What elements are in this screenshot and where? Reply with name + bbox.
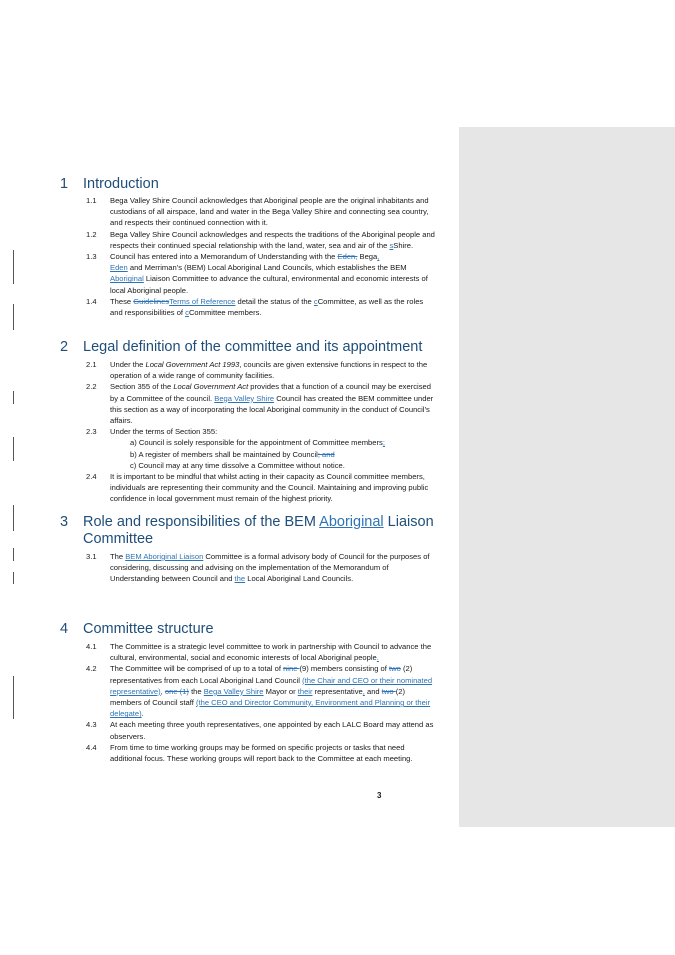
item-number: 4.2: [86, 664, 97, 674]
sub-item-text: b) A register of members shall be maintained by Council: [130, 449, 318, 459]
section-1-items: [86, 195, 436, 318]
tracked-insertion[interactable]: (the CEO and Director Community, Environment and Planning or their delegate): [110, 698, 431, 719]
tracked-insertion[interactable]: the: [234, 574, 246, 584]
item-text: , councils are given extensive functions in respect to the operation of a wide range of community facilities.: [110, 360, 428, 381]
tracked-insertion[interactable]: BEM Aboriginal Liaison: [125, 552, 204, 561]
tracked-deletion[interactable]: two: [389, 664, 401, 674]
item-text: (2) representatives from each Local Aboriginal Land Council: [110, 664, 413, 685]
item-text: provides that a function of a council may be exercised by a Committee of the council.: [110, 382, 431, 403]
item-number: 4.4: [86, 742, 97, 752]
change-bar: [13, 250, 14, 284]
tracked-insertion[interactable]: ;: [382, 438, 385, 448]
item-text: .: [141, 709, 144, 719]
item-text: and: [364, 686, 382, 696]
list-item: [86, 296, 436, 318]
list-item: [86, 742, 436, 764]
item-text: representative: [312, 686, 363, 696]
page-number: 3: [377, 791, 382, 800]
item-text: Council has entered into a Memorandum of Understanding with the: [110, 252, 338, 262]
tracked-insertion[interactable]: Terms of Reference: [169, 296, 236, 306]
section-number: 3: [60, 514, 69, 530]
act-title: Local Government Act 1993: [145, 360, 240, 369]
item-number: 4.1: [86, 642, 97, 651]
tracked-deletion[interactable]: Eden,: [337, 252, 358, 262]
section-number: 4: [60, 621, 69, 637]
item-number: 2.2: [86, 382, 97, 392]
section-title-text: Role and responsibilities of the BEM: [83, 514, 320, 530]
sub-item: [130, 437, 436, 448]
tracked-insertion[interactable]: their: [297, 686, 313, 696]
item-text: (2) members of Council staff: [110, 686, 405, 708]
sub-item: [130, 460, 436, 471]
item-text: Under the: [110, 360, 146, 369]
tracked-deletion[interactable]: ; and: [317, 449, 335, 459]
sub-item: [130, 449, 436, 460]
list-item: [86, 359, 436, 381]
item-text: detail the status of the: [235, 296, 314, 306]
tracked-deletion[interactable]: nine: [283, 664, 300, 674]
tracked-insertion[interactable]: Eden: [110, 263, 128, 273]
list-item: [86, 551, 436, 585]
item-number: 1.3: [86, 252, 97, 262]
comment-pane[interactable]: [459, 127, 675, 827]
item-text: Committee is a formal advisory body of Council for the purposes of considering, discussing and advising on the implementation of the Memorandum of Understanding between Council and: [110, 552, 430, 584]
section-title: [83, 514, 463, 548]
tracked-insertion[interactable]: Bega Valley Shire: [214, 393, 275, 403]
item-text: From time to time working groups may be formed on specific projects or tasks that need additional focus. These working groups will report back to the Committee at each meeting.: [110, 742, 413, 764]
section-title-text: Liaison Committee: [83, 514, 434, 547]
list-item: [86, 641, 436, 663]
tracked-insertion[interactable]: .: [376, 653, 379, 663]
item-text: Committee members.: [188, 308, 262, 318]
item-text: Bega Valley Shire Council acknowledges and respects the traditions of the Aboriginal people and respects their continued special relationship with the land, water, sea and air of the: [110, 229, 435, 250]
change-bar: [13, 437, 14, 461]
tracked-deletion[interactable]: one (1): [164, 686, 189, 696]
change-bar: [13, 304, 14, 330]
tracked-deletion[interactable]: Guidelines: [133, 296, 170, 306]
item-text: Liaison Committee to advance the cultural, environmental and economic interests of local Aboriginal people.: [110, 274, 428, 295]
change-bar: [13, 676, 14, 719]
change-bar: [13, 548, 14, 561]
item-text: The Committee is a strategic level committee to work in partnership with Council to advance the cultural, environmental, social and economic interests of local Aboriginal people: [110, 642, 432, 663]
list-item: [86, 381, 436, 426]
item-number: 1.1: [86, 196, 97, 205]
section-number: 1: [60, 176, 69, 192]
item-number: 1.4: [86, 296, 97, 306]
item-text: and Merriman’s (BEM) Local Aboriginal Land Councils, which establishes the BEM: [127, 263, 407, 273]
item-number: 1.2: [86, 229, 97, 239]
item-text: At each meeting three youth representatives, one appointed by each LALC Board may attend as observers.: [110, 720, 434, 741]
tracked-insertion[interactable]: Aboriginal: [110, 274, 144, 284]
item-number: 4.3: [86, 720, 97, 730]
section-title: Committee structure: [83, 621, 214, 637]
list-item: [86, 195, 436, 229]
item-text: Mayor or: [263, 686, 298, 696]
change-bar: [13, 391, 14, 404]
item-text: Shire.: [393, 240, 414, 250]
item-text: These: [110, 296, 134, 306]
item-text: (9) members consisting of: [299, 664, 389, 674]
item-text: The Committee will be comprised of up to a total of: [110, 664, 284, 674]
tracked-deletion[interactable]: two: [381, 686, 396, 696]
tracked-insertion[interactable]: Bega Valley Shire: [203, 686, 264, 696]
item-text: Council has created the BEM committee under this section as a way of incorporating the local Aboriginal community in the conduct of Council’s affairs.: [110, 393, 434, 426]
section-3-items: [86, 551, 436, 585]
item-text: It is important to be mindful that whilst acting in their capacity as Council committee members, individuals are representing their community and the Council. Maintaining and improving public confidence in local government must remain of the highest priority.: [110, 472, 429, 504]
item-text: Section 355 of the: [110, 382, 174, 392]
section-title: Introduction: [83, 176, 159, 192]
list-item: [86, 663, 436, 719]
item-text: Under the terms of Section 355:: [110, 427, 218, 437]
item-text: Bega Valley Shire Council acknowledges that Aboriginal people are the original inhabitants and custodians of all airspace, land and water in the Bega Valley Shire and connecting sea country, and respects their continued connection with it.: [110, 196, 429, 228]
tracked-insertion[interactable]: s: [389, 240, 394, 250]
item-text: ,: [160, 686, 165, 696]
tracked-insertion[interactable]: ,: [362, 686, 365, 696]
item-number: 3.1: [86, 552, 97, 561]
sub-item-text: a) Council is solely responsible for the appointment of Committee members: [130, 438, 383, 448]
item-number: 2.4: [86, 472, 97, 482]
list-item: [86, 471, 436, 505]
section-4-items: [86, 641, 436, 764]
list-item: [86, 426, 436, 471]
change-bar: [13, 572, 14, 584]
tracked-insertion[interactable]: c: [185, 308, 189, 318]
item-text: The: [110, 552, 126, 561]
item-text: Local Aboriginal Land Councils.: [245, 574, 354, 584]
item-text: the: [188, 686, 204, 696]
list-item: [86, 229, 436, 251]
change-bar: [13, 505, 14, 531]
tracked-insertion[interactable]: (the Chair and CEO or their nominated representative): [110, 675, 433, 696]
section-title: Legal definition of the committee and its appointment: [83, 339, 423, 355]
tracked-insertion[interactable]: Aboriginal: [319, 514, 384, 530]
sub-item-text: c) Council may at any time dissolve a Committee without notice.: [130, 460, 345, 470]
list-item: [86, 251, 436, 296]
act-title: Local Government Act: [173, 382, 249, 392]
section-2-items: [86, 359, 436, 505]
tracked-insertion[interactable]: ,: [377, 252, 380, 262]
list-item: [86, 719, 436, 741]
item-text: Committee, as well as the roles and responsibilities of: [110, 296, 424, 318]
item-number: 2.1: [86, 360, 97, 369]
tracked-insertion[interactable]: c: [313, 296, 318, 306]
section-number: 2: [60, 339, 69, 355]
item-text: Bega: [357, 252, 378, 262]
item-number: 2.3: [86, 427, 97, 437]
